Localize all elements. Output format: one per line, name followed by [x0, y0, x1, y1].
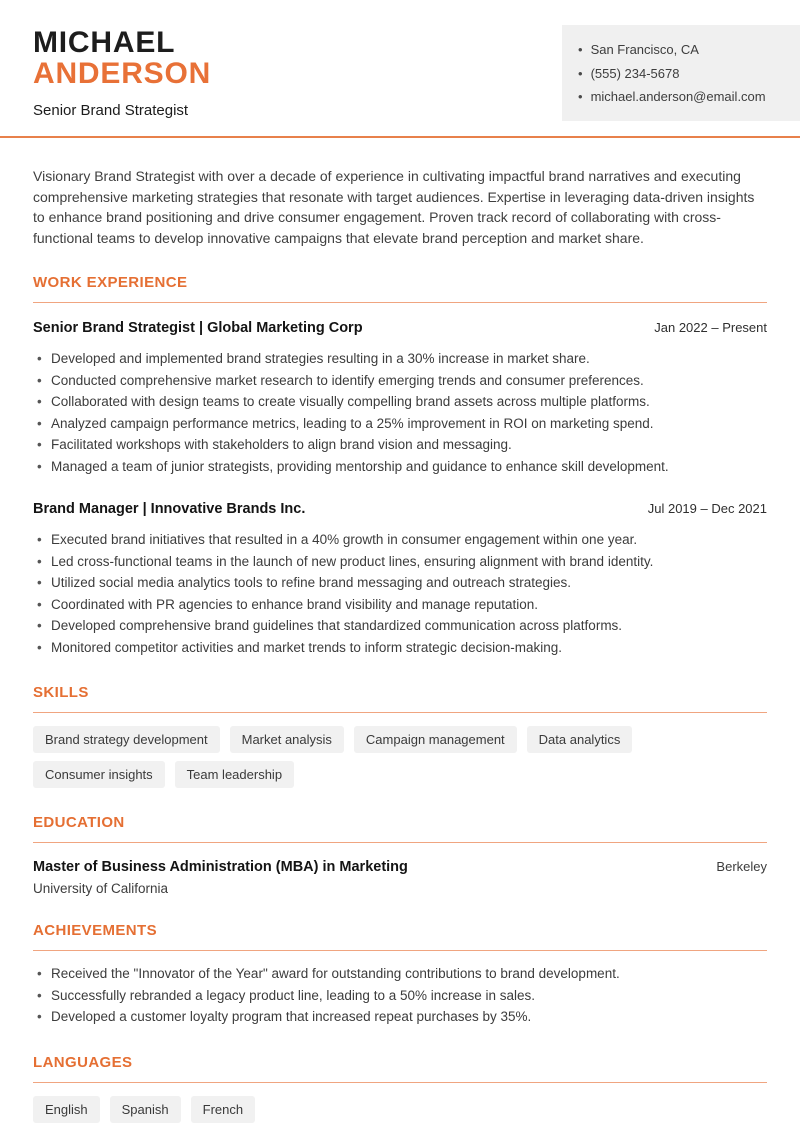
education-school: University of California [33, 881, 169, 897]
job-entry-2 [33, 501, 767, 658]
education-heading: EDUCATION [33, 814, 767, 843]
job-bullet-list [33, 348, 767, 477]
achievement-bullet: • Developed a customer loyalty program that increased repeat purchases by 35%. [37, 1006, 767, 1028]
section-skills [33, 684, 767, 788]
job-bullet: • Facilitated workshops with stakeholders to align brand vision and messaging. [37, 434, 767, 456]
job-bullet: • Conducted comprehensive market research to identify emerging trends and consumer preferences. [37, 370, 767, 392]
skill-tag: Market analysis [230, 726, 344, 753]
skill-tag: Team leadership [175, 761, 294, 788]
education-entry [33, 859, 767, 875]
section-languages [33, 1054, 767, 1123]
education-location: Berkeley [716, 859, 767, 875]
job-title-text: Brand Manager | Innovative Brands Inc. [33, 501, 306, 518]
work-experience-heading: WORK EXPERIENCE [33, 274, 767, 303]
section-achievements [33, 922, 767, 1028]
section-work-experience [33, 274, 767, 658]
achievement-bullet: • Received the "Innovator of the Year" award for outstanding contributions to brand development. [37, 963, 767, 985]
job-dates: Jan 2022 – Present [654, 320, 767, 336]
skills-heading: SKILLS [33, 684, 767, 713]
degree-title: Master of Business Administration (MBA) in Marketing [33, 859, 408, 876]
job-bullet: • Led cross-functional teams in the launch of new product lines, ensuring alignment with brand identity. [37, 551, 767, 573]
header-divider [0, 136, 800, 138]
job-header [33, 320, 767, 336]
language-tag: French [191, 1096, 255, 1123]
job-entry-1 [33, 320, 767, 477]
job-header [33, 501, 767, 517]
job-title-text: Senior Brand Strategist | Global Marketing Corp [33, 320, 363, 337]
bullet-icon: • [578, 89, 583, 104]
job-bullet: • Developed comprehensive brand guidelines that standardized communication across platforms. [37, 615, 767, 637]
languages-tag-row [33, 1096, 767, 1123]
job-bullet: • Monitored competitor activities and market trends to inform strategic decision-making. [37, 637, 767, 659]
skill-tag: Brand strategy development [33, 726, 220, 753]
skill-tag: Campaign management [354, 726, 517, 753]
resume-content [0, 166, 800, 1123]
header-job-title: Senior Brand Strategist [33, 102, 189, 119]
bullet-icon: • [578, 65, 583, 81]
section-education [33, 814, 767, 896]
first-name: MICHAEL [33, 26, 176, 59]
contact-location-text: San Francisco, CA [590, 42, 699, 57]
job-bullet: • Developed and implemented brand strategies resulting in a 30% increase in market share. [37, 348, 767, 370]
achievement-bullet: • Successfully rebranded a legacy product line, leading to a 50% increase in sales. [37, 985, 767, 1007]
skills-tag-row [33, 726, 767, 788]
language-tag: English [33, 1096, 100, 1123]
job-bullet: • Analyzed campaign performance metrics, leading to a 25% improvement in ROI on marketing spend. [37, 413, 767, 435]
bullet-icon: • [578, 42, 583, 57]
contact-phone [578, 62, 784, 86]
contact-email-text: michael.anderson@email.com [590, 89, 766, 104]
contact-email [578, 85, 784, 109]
resume-header [0, 0, 800, 136]
job-dates: Jul 2019 – Dec 2021 [647, 501, 767, 517]
last-name: ANDERSON [33, 57, 212, 90]
contact-box [562, 25, 800, 121]
achievements-list [33, 963, 767, 1028]
job-bullet: • Collaborated with design teams to create visually compelling brand assets across multiple platforms. [37, 391, 767, 413]
language-tag: Spanish [110, 1096, 181, 1123]
job-bullet: • Managed a team of junior strategists, providing mentorship and guidance to enhance skill development. [37, 456, 767, 478]
contact-phone-text: (555) 234-5678 [590, 65, 680, 81]
job-bullet-list [33, 529, 767, 658]
skill-tag: Consumer insights [33, 761, 165, 788]
contact-location [578, 38, 784, 62]
skill-tag: Data analytics [527, 726, 633, 753]
job-bullet: • Coordinated with PR agencies to enhance brand visibility and manage reputation. [37, 594, 767, 616]
job-bullet: • Executed brand initiatives that resulted in a 40% growth in consumer engagement within one year. [37, 529, 767, 551]
achievements-heading: ACHIEVEMENTS [33, 922, 767, 951]
job-bullet: • Utilized social media analytics tools to refine brand messaging and outreach strategies. [37, 572, 767, 594]
summary-paragraph: Visionary Brand Strategist with over a decade of experience in cultivating impactful brand narratives and executing comprehensive marketing strategies that resonate with target audiences. Expertise in leveraging data-driven insights to enhance brand positioning and drive consumer engagement. Proven track record of collaborating with cross-functional teams to develop innovative campaigns that elevate brand perception and market share. [33, 168, 755, 246]
languages-heading: LANGUAGES [33, 1054, 767, 1083]
